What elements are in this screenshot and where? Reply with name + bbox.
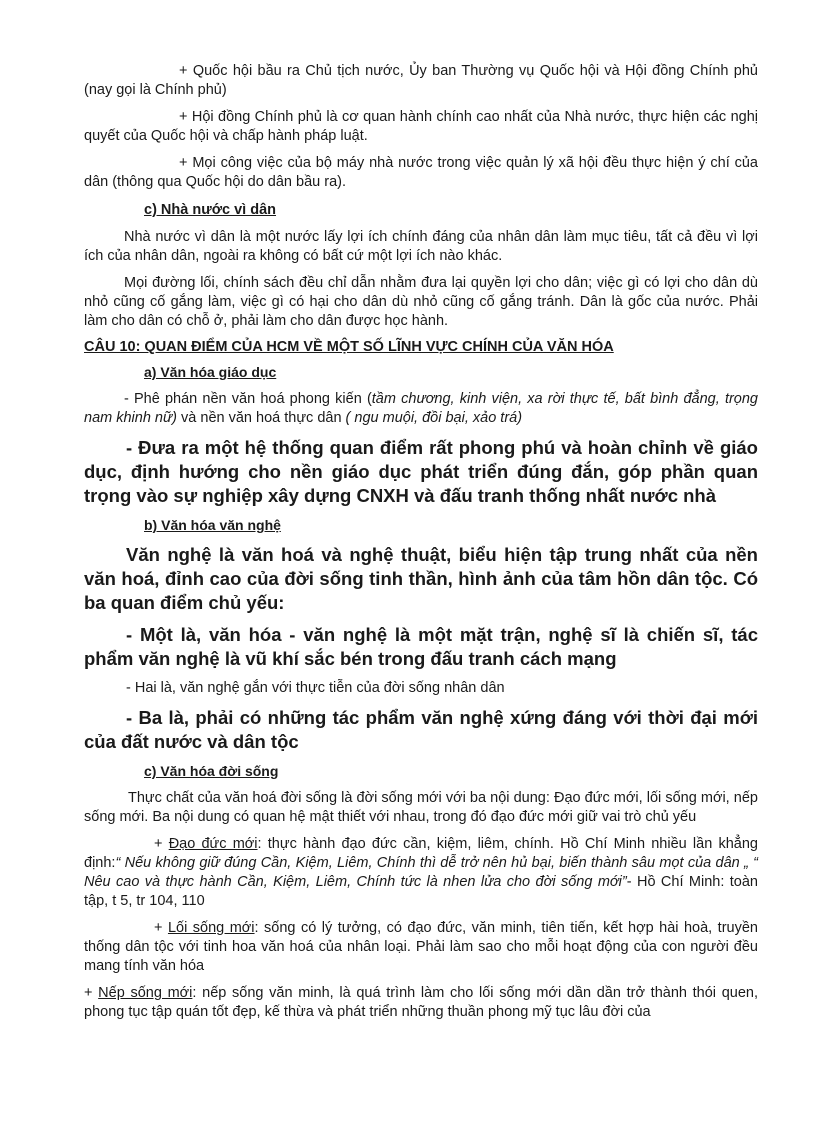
heading-van-hoa-van-nghe: b) Văn hóa văn nghệ [144,517,281,533]
paragraph-quoc-hoi: + Quốc hội bầu ra Chủ tịch nước, Ủy ban Thường vụ Quốc hội và Hội đồng Chính phủ (nay gọi là Chính phủ) [84,63,758,98]
paragraph-phe-phan: - Phê phán nền văn hoá phong kiến (tầm chương, kinh viện, xa rời thực tế, bất bình đẳng, trọng nam khinh nữ) và nền văn hoá thực dân ( ngu muội, đồi bại, xảo trá) [84,391,758,426]
paragraph-loi-song-moi: + Lối sống mới: sống có lý tưởng, có đạo đức, văn minh, tiên tiến, kết hợp hài hoà, truyền thống dân tộc với tinh hoa văn hoá của nhân loại. Phải làm sao cho mỗi hoạt động của con người đều mang tính văn hóa [84,920,758,974]
paragraph-hoi-dong: + Hội đồng Chính phủ là cơ quan hành chính cao nhất của Nhà nước, thực hiện các nghị quyết của Quốc hội và chấp hành pháp luật. [84,109,758,144]
heading-nha-nuoc-vi-dan: c) Nhà nước vì dân [144,202,277,218]
paragraph-dao-duc-moi: + Đạo đức mới: thực hành đạo đức cần, kiệm, liêm, chính. Hồ Chí Minh nhiều lần khẳng định:“ Nếu không giữ đúng Cần, Kiệm, Liêm, Chính thì dễ trở nên hủ bại, biến thành sâu mọt của dân „ “ Nêu cao và thực hành Cần, Kiệm, Liêm, Chính tức là nhen lửa cho đời sống mới”- Hồ Chí Minh: toàn tập, t 5, tr 104, 110 [84,836,758,909]
heading-van-hoa-giao-duc: a) Văn hóa giáo dục [144,364,277,380]
paragraph-dua-ra: - Đưa ra một hệ thống quan điểm rất phong phú và hoàn chỉnh về giáo dục, định hướng cho nền giáo dục phát triển đúng đắn, góp phần quan trọng vào sự nghiệp xây dựng CNXH và đấu tranh thống nhất nước nhà [84,437,758,506]
paragraph-nha-nuoc-vi-dan: Nhà nước vì dân là một nước lấy lợi ích chính đáng của nhân dân làm mục tiêu, tất cả đều vì lợi ích của nhân dân, ngoài ra không có bất cứ một lợi ích nào khác. [84,229,758,264]
heading-van-hoa-doi-song: c) Văn hóa đời sống [144,763,279,779]
document-page [84,62,758,1022]
paragraph-nep-song-moi: + Nếp sống mới: nếp sống văn minh, là quá trình làm cho lối sống mới dần dần trở thành thói quen, phong tục tập quán tốt đẹp, kế thừa và phát triển những thuần phong mỹ tục lâu đời của [84,985,758,1020]
paragraph-ba-la: - Ba là, phải có những tác phẩm văn nghệ xứng đáng với thời đại mới của đất nước và dân tộc [84,707,758,752]
paragraph-moi-cong-viec: + Mọi công việc của bộ máy nhà nước trong việc quản lý xã hội đều thực hiện ý chí của dân (thông qua Quốc hội do dân bầu ra). [84,155,758,190]
paragraph-mot-la: - Một là, văn hóa - văn nghệ là một mặt trận, nghệ sĩ là chiến sĩ, tác phẩm văn nghệ là vũ khí sắc bén trong đấu tranh cách mạng [84,624,758,669]
paragraph-van-nghe: Văn nghệ là văn hoá và nghệ thuật, biểu hiện tập trung nhất của nền văn hoá, đỉnh cao của đời sống tinh thần, hình ảnh của tâm hồn dân tộc. Có ba quan điểm chủ yếu: [84,544,758,613]
paragraph-hai-la: - Hai là, văn nghệ gắn với thực tiễn của đời sống nhân dân [126,680,505,696]
paragraph-thuc-chat: Thực chất của văn hoá đời sống là đời sống mới với ba nội dung: Đạo đức mới, lối sống mới, nếp sống mới. Ba nội dung có quan hệ mật thiết với nhau, trong đó đạo đức mới giữ vai trò chủ yếu [84,790,758,825]
paragraph-moi-duong-loi: Mọi đường lối, chính sách đều chỉ dẫn nhằm đưa lại quyền lợi cho dân; việc gì có lợi cho dân dù nhỏ cũng cố gắng làm, việc gì có hại cho dân dù nhỏ cũng cố gắng tránh. Dân là gốc của nước. Phải làm cho dân có chỗ ở, phải làm cho dân được học hành. [84,275,758,329]
heading-cau-10: CÂU 10: QUAN ĐIỂM CỦA HCM VỀ MỘT SỐ LĨNH VỰC CHÍNH CỦA VĂN HÓA [84,339,614,355]
